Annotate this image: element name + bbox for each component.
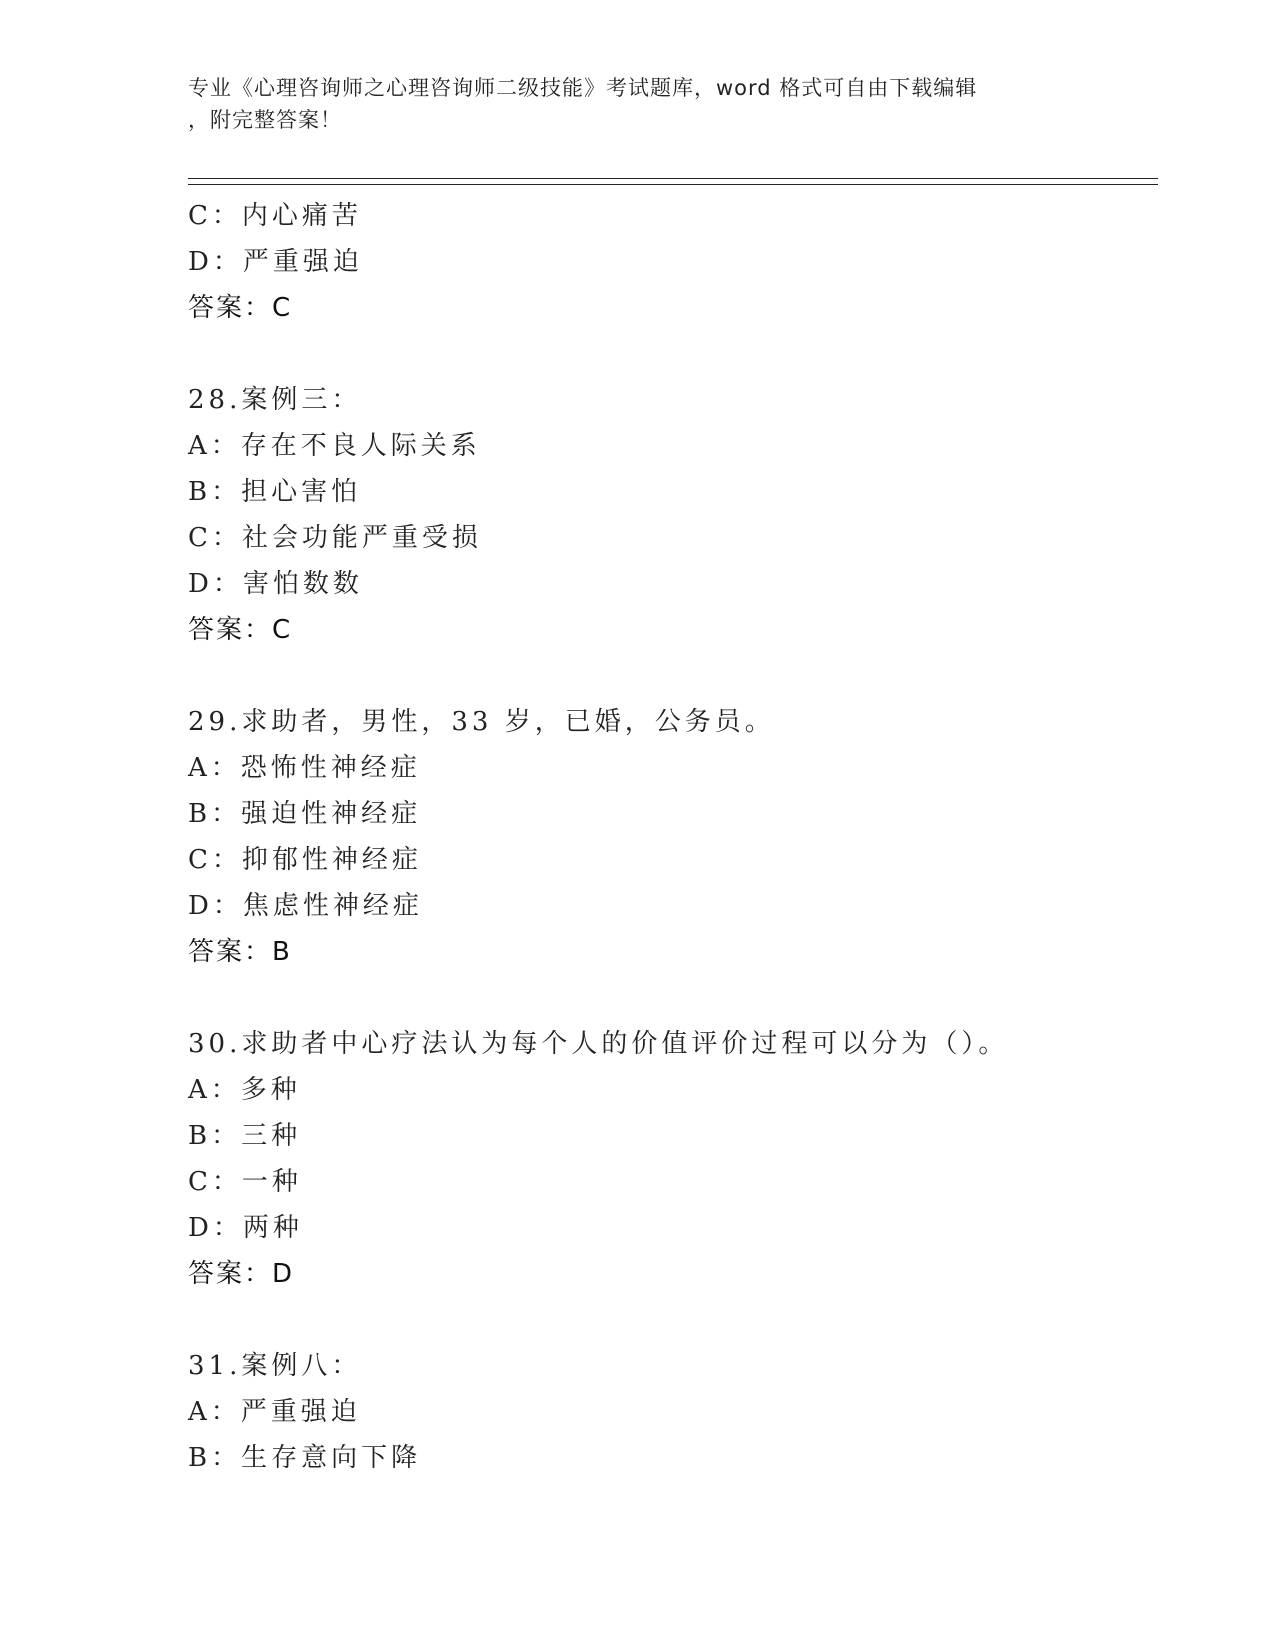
question-stem: 29.求助者，男性，33 岁，已婚，公务员。 [188,707,775,737]
option-b: B：生存意向下降 [188,1443,422,1473]
question-stem: 31.案例八： [188,1351,362,1381]
option-b: B：三种 [188,1121,302,1151]
option-a: A：严重强迫 [188,1397,361,1427]
header-title-line-1: 专业《心理咨询师之心理咨询师二级技能》考试题库，word 格式可自由下载编辑 [188,76,978,100]
question-block-28 [188,377,1138,653]
document-header [188,72,1088,136]
question-block-partial [188,193,1138,331]
option-c: C：抑郁性神经症 [188,845,422,875]
option-d: D：两种 [188,1213,303,1243]
spacer [188,1297,1138,1343]
option-c: C：社会功能严重受损 [188,523,482,553]
header-title-line-2: ，附完整答案！ [188,108,342,132]
option-b: B：强迫性神经症 [188,799,422,829]
option-d: D：焦虑性神经症 [188,891,423,921]
answer-line: 答案：C [188,293,293,323]
spacer [188,331,1138,377]
option-c: C：内心痛苦 [188,201,362,231]
question-block-31 [188,1343,1138,1481]
answer-line: 答案：D [188,1259,295,1289]
header-divider-top [188,178,1158,179]
option-a: A：存在不良人际关系 [188,431,481,461]
option-a: A：多种 [188,1075,301,1105]
option-d: D：严重强迫 [188,247,363,277]
answer-line: 答案：B [188,937,292,967]
spacer [188,975,1138,1021]
question-list [188,193,1138,1481]
question-block-30 [188,1021,1138,1297]
answer-line: 答案：C [188,615,293,645]
spacer [188,653,1138,699]
option-b: B：担心害怕 [188,477,362,507]
question-block-29 [188,699,1138,975]
option-d: D：害怕数数 [188,569,363,599]
option-c: C：一种 [188,1167,302,1197]
question-stem: 30.求助者中心疗法认为每个人的价值评价过程可以分为（）。 [188,1029,1009,1059]
question-stem: 28.案例三： [188,385,362,415]
option-a: A：恐怖性神经症 [188,753,421,783]
header-divider-bottom [188,184,1158,185]
